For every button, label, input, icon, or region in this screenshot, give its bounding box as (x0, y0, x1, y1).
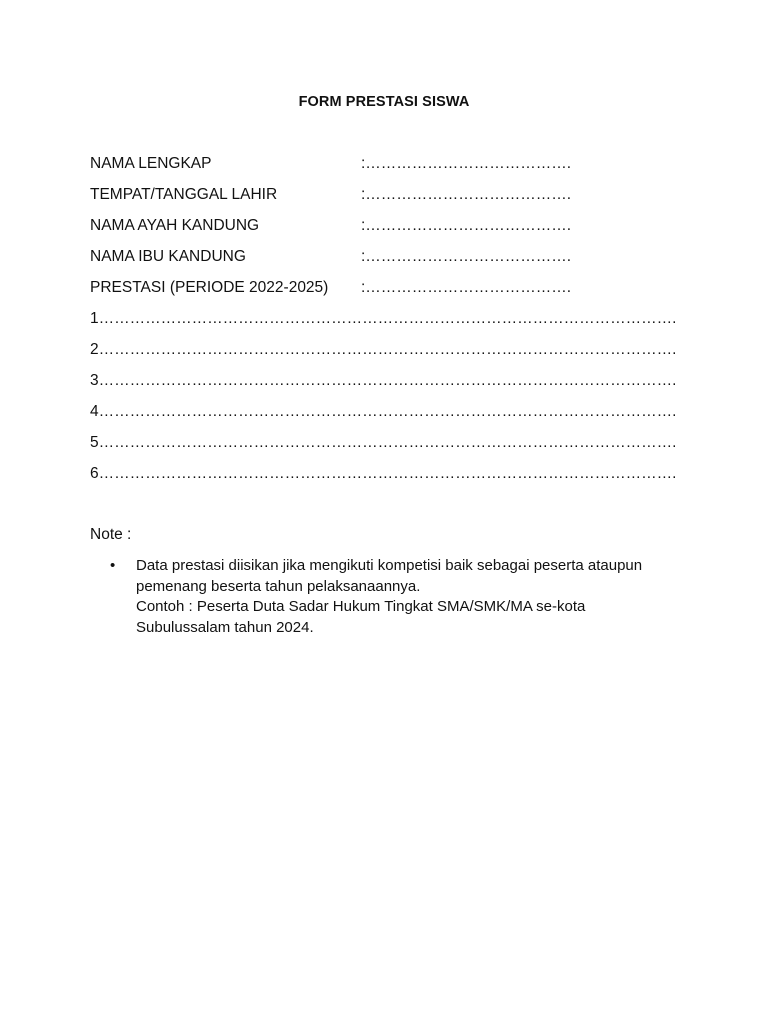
field-blank: :…………………………………. (361, 217, 572, 234)
field-row-prestasi (90, 278, 690, 309)
note-list (110, 556, 670, 638)
field-row-tempat-tanggal-lahir (90, 185, 690, 216)
form-fields (90, 154, 690, 309)
prestasi-line: 4…………………………………………………………………………………………………. (90, 403, 677, 420)
field-label: NAMA AYAH KANDUNG (90, 217, 260, 234)
note-example-line: Subulussalam tahun 2024. (136, 618, 314, 636)
field-blank: :…………………………………. (361, 155, 572, 172)
prestasi-line: 2…………………………………………………………………………………………………. (90, 341, 677, 358)
field-label: NAMA LENGKAP (90, 155, 212, 172)
field-row-nama-ibu (90, 247, 690, 278)
prestasi-line: 3…………………………………………………………………………………………………. (90, 372, 677, 389)
form-title: FORM PRESTASI SISWA (298, 94, 470, 110)
prestasi-line: 5…………………………………………………………………………………………………. (90, 434, 677, 451)
field-row-nama-lengkap (90, 154, 690, 185)
field-row-nama-ayah (90, 216, 690, 247)
field-label: PRESTASI (PERIODE 2022-2025) (90, 279, 329, 296)
prestasi-list (90, 309, 690, 495)
field-blank: :…………………………………. (361, 279, 572, 296)
bullet-icon: • (110, 557, 116, 574)
prestasi-line: 1…………………………………………………………………………………………………. (90, 310, 677, 327)
prestasi-line: 6…………………………………………………………………………………………………. (90, 465, 677, 482)
field-label: TEMPAT/TANGGAL LAHIR (90, 186, 278, 203)
field-blank: :…………………………………. (361, 186, 572, 203)
note-item (110, 556, 670, 638)
note-example-line: Contoh : Peserta Duta Sadar Hukum Tingkat SMA/SMK/MA se-kota (136, 598, 586, 615)
field-label: NAMA IBU KANDUNG (90, 248, 246, 265)
note-text-line: Data prestasi diisikan jika mengikuti kompetisi baik sebagai peserta ataupun (136, 557, 643, 574)
note-label: Note : (90, 526, 132, 543)
field-blank: :…………………………………. (361, 248, 572, 265)
note-text-line: pemenang beserta tahun pelaksanaannya. (136, 577, 421, 595)
